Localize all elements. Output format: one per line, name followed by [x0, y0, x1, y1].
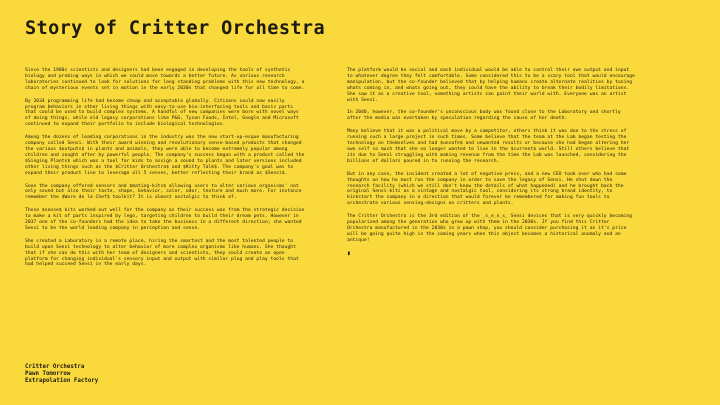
page-title: Story of Critter Orchestra — [25, 18, 325, 39]
paragraph: The platform would be social and each individual would be able to control their own output and input to whatever degree they felt comfortable. Some considered this to be a scary tool that would encourage manipulation, but the co-founder believed that by helping humans create alternate realities by tuning whats coming in, and whats going out, they could have the ability to break their bodily limitations. She saw it as a creative tool, something artists can paint their world with. Everyone was an artist with Sensi. — [347, 68, 635, 103]
end-marker: ▮ — [347, 249, 351, 257]
paragraph: Since the 1980s scientists and designers had been engaged in developing the tools of synthetic biology and probing ways in which we could move towards a better future. As various research laboratories continued to look for solutions for long standing problems with this new technology, a chain of mysterious events set in motion in the early 2030s that changed life for all time to come. — [25, 68, 305, 91]
paragraph: She created a Laboratory in a remote place, hiring the smartest and the most talented people to build upon Sensi technology to alter behavior of more complex organisms like humans. She thought that if she can do this with her team of designers and scientists, they could create an open platform for changing individual's sensory input and output with similar plug and play tools that had helped succeed Sensi in the early days. — [25, 238, 299, 268]
credit-line: Extrapolation Factory — [25, 378, 99, 385]
story-column-right — [347, 68, 637, 257]
credits — [25, 364, 98, 386]
paragraph: In 2040, however, the co-founder's unconscious body was found close to the Laboratory and shortly after the media was overtaken by speculation regarding the cause of her death. — [347, 110, 621, 122]
story-column-left — [25, 68, 307, 275]
paragraph: But in any case, the incident created a lot of negative press, and a new CEO took over who had some thoughts on how he must run the company in order to save the legacy of Sensi. He shut down the research facility (which we still don't know the details of what happened) and he brought back the original Sensi-kits as a vintage and nostalgic tool, considering its strong brand identity, to kickstart the company in a direction that would forever be remembered for making fun tools to orchestrate various sensing-designs on critters and plants. — [347, 171, 627, 207]
paragraph: Among the dozens of leading corporations in the industry was the new start-up-esque manufacturing company called Sensi. With their award winning and revolutionary sense-based products that changed the various $outputs$ in plants and animals, they were able to become extremely popular among children and sought after by powerful people. The company's success began with a product called the $Singing Plants$ which was a tool for kids to assign a sound to plants and later versions included other living things such as the $Critter Orchestra$ and $Kitty Talk$. The company's goal was to expand their product line to leverage all 5 senses, better reflecting their brand as $Sensi$. — [25, 135, 305, 176]
paragraph: By 2034 programming life had become cheap and acceptable globally. Citizens could now easily program behaviors in other living things with easy-to-use bio-interfacing tools and basic parts that could be used to build complex systems. A handful of new companies were born with novel ways of doing things, while old legacy corporations like P&G, Tyson Foods, Intel, Google and Microsoft continued to expand their portfolio to include biological technologies. — [25, 98, 299, 128]
credit-line: Pawn Tomorrow — [25, 371, 71, 378]
paragraph: Many believe that it was a political move by a competitor, others think it was due to the stress of running such a large project in such times. Some believe that the team at the Lab began testing the technology on themselves and had $unsafe$ and unwanted results or because she had began altering her own self so much that she no longer wanted to live in the $current$ world. Still others believe that its due to Sensi struggling with making revenue from the time the Lab was launched, considering the billions of dollars poured in to running the research. — [347, 129, 630, 164]
paragraph: Soon the company offered sensors and $mating-kits$ allowing users to alter various organisms' not only sound but also their taste, shape, behavior, color, odor, texture and much more. For instance remember the $Wore de la Chef$ toolkit? It is almost nostalgic to think of. — [25, 183, 302, 201]
credit-line: Critter Orchestra — [25, 364, 85, 370]
paragraph: These $sense$ kits worked out well for the company as their success was from the strategic decision to make a kit of parts inspired by lego, targeting children to build their dream pets. However in 2037 one of the co-founders had the idea to take the business in a different direction; she wanted Sensi to be the world leading company in perception and sense. — [25, 208, 305, 231]
paragraph: The Critter Orchestra is the 3rd edition of the _s_e_n_s_ Sensi devices that is very quickly becoming popularized among the generation who grew up with them in the 2030s. If you find this Critter Orchestra manufactured in the 2030s in a pawn shop, you should consider purchasing it as it's price will be going quite high in the coming years when this object becomes a historical anomaly and an antique! — [347, 214, 633, 243]
